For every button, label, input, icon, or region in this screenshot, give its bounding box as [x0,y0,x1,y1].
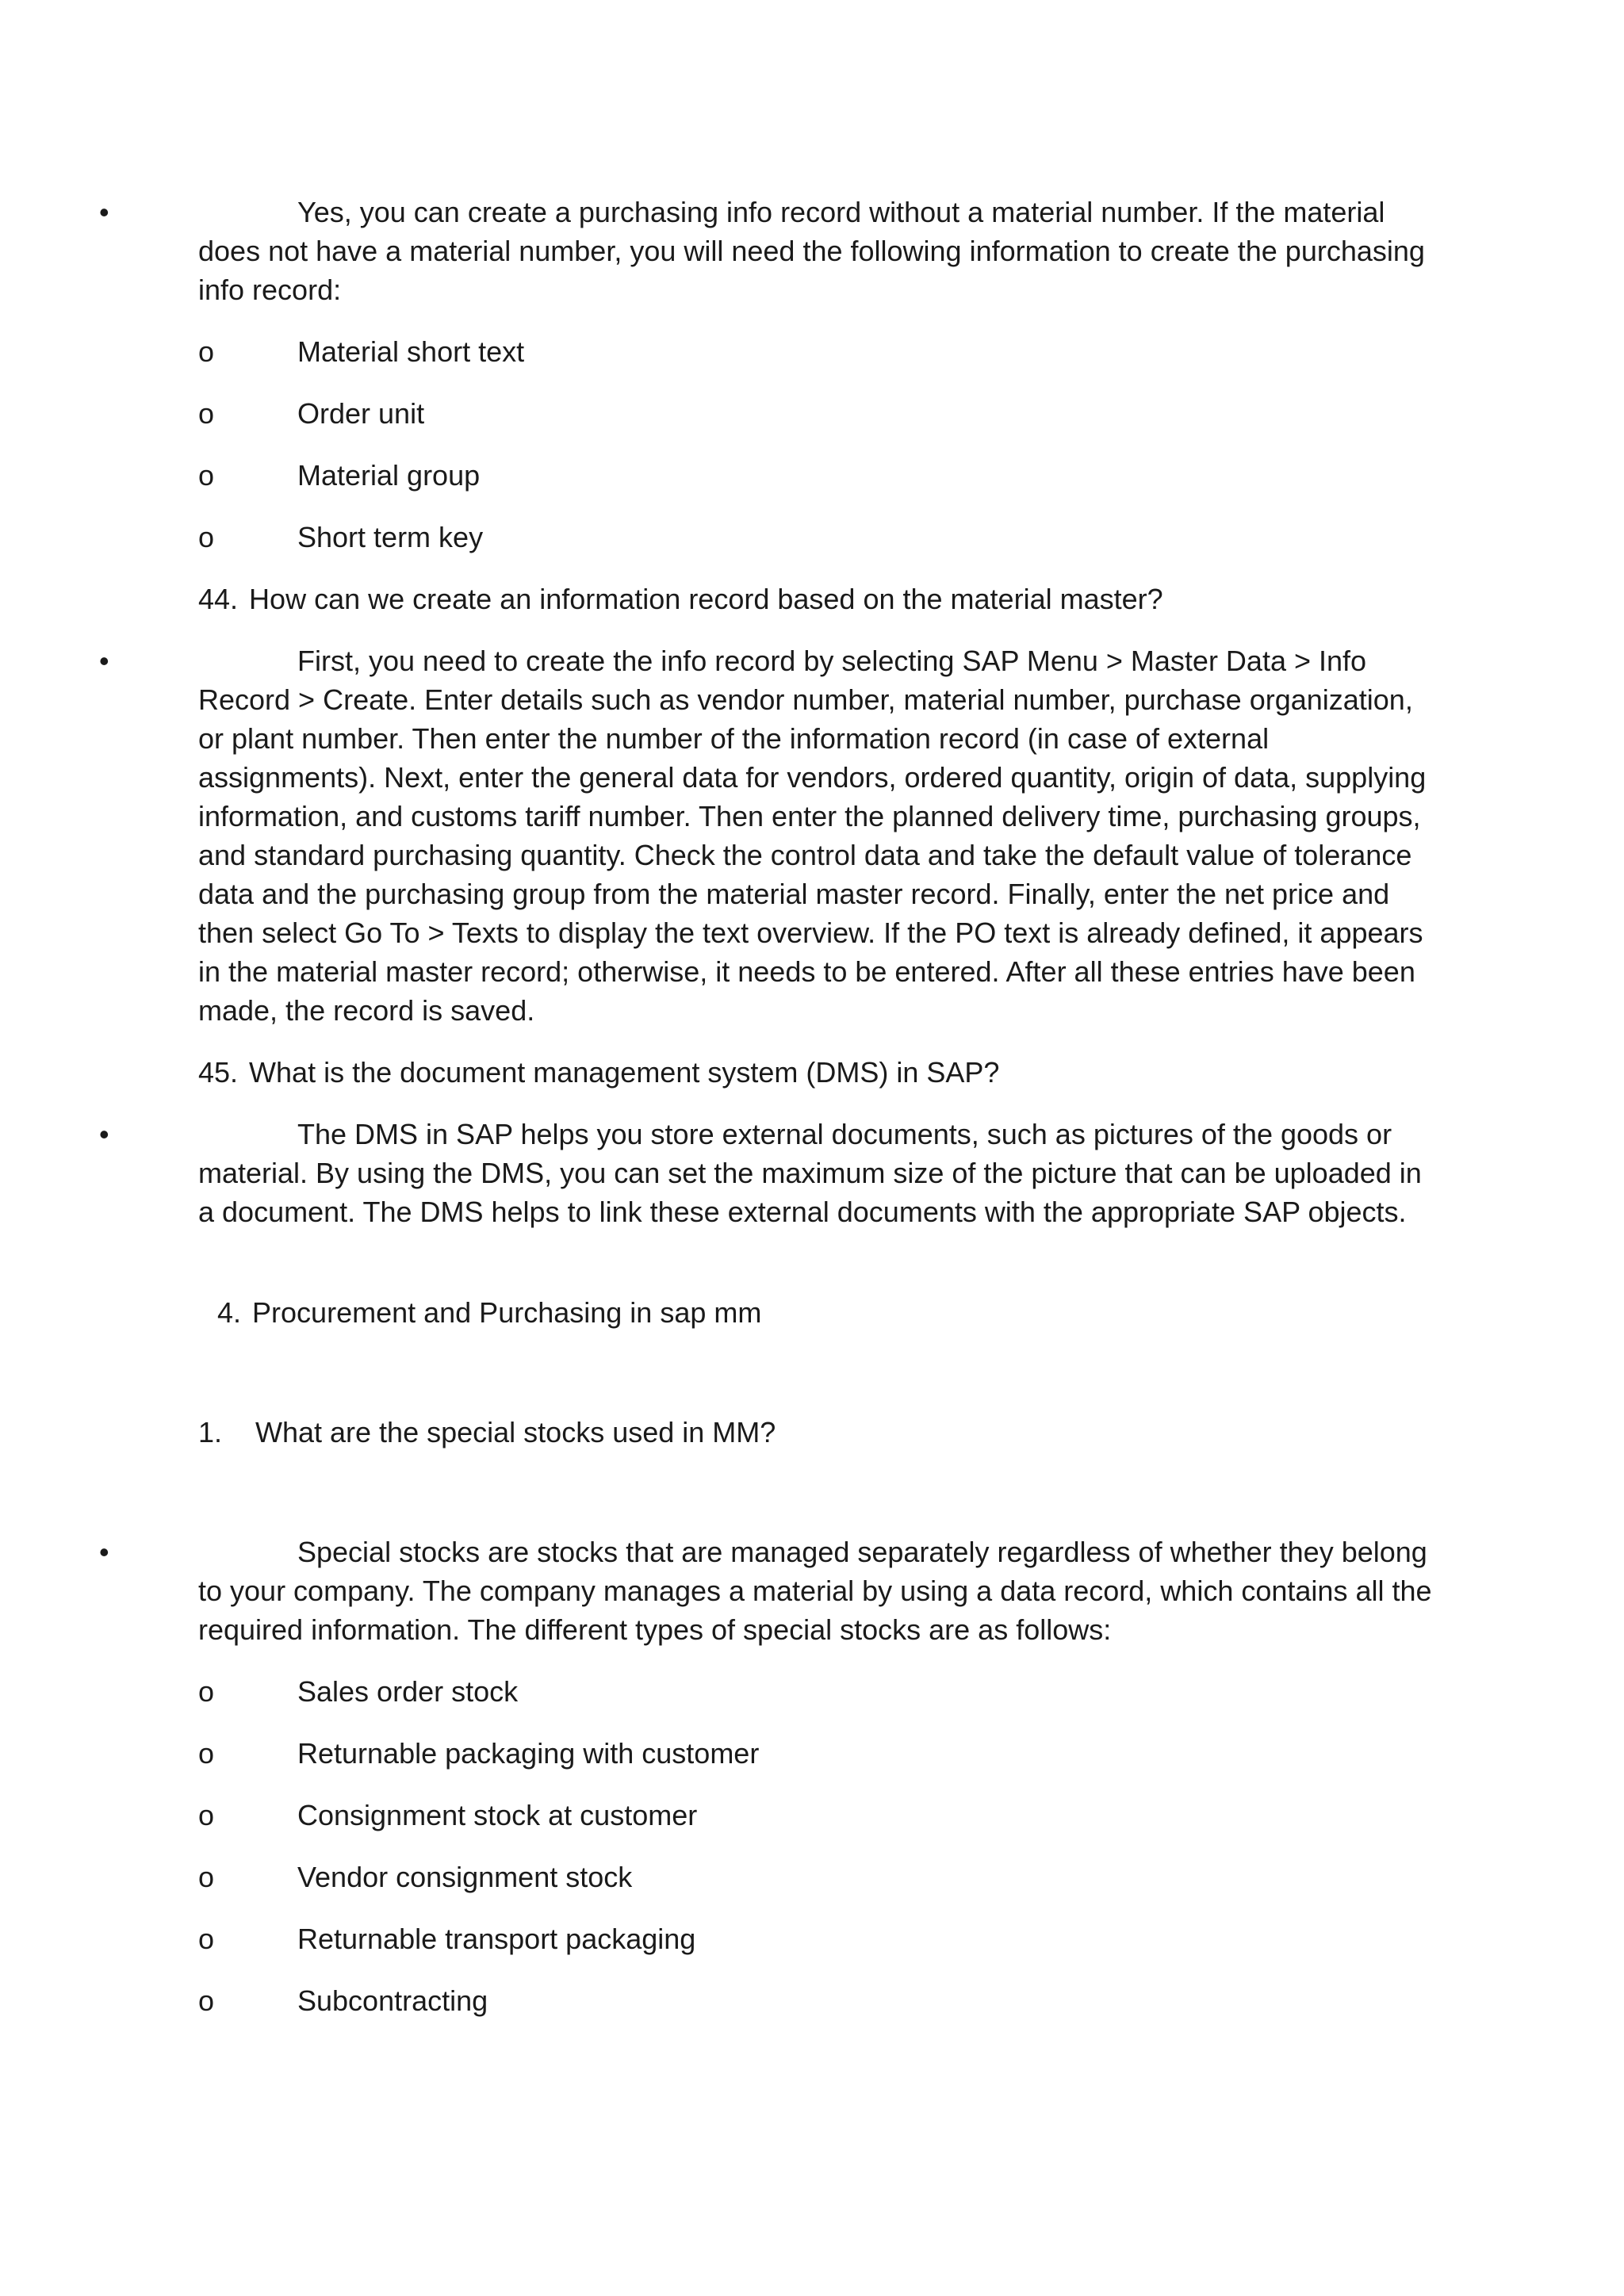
question-text: What is the document management system (DMS) in SAP? [249,1056,1000,1089]
question-44 [198,580,1435,618]
list-item-text: Consignment stock at customer [297,1799,698,1831]
list-item [198,1919,1435,1958]
question-1 [198,1413,1435,1452]
question-text: How can we create an information record based on the material master? [249,583,1163,615]
list-item-text: Returnable transport packaging [297,1923,696,1955]
sub-bullet-icon: o [198,459,215,492]
paragraph-text: Special stocks are stocks that are managed separately regardless of whether they belong to your company. The company manages a material by using a data record, which contains all the required information. The different types of special stocks are as follows: [198,1536,1432,1646]
list-item [198,394,1435,433]
section-heading [217,1293,1435,1332]
sub-bullet-icon: o [198,397,215,430]
bullet-icon: • [99,196,109,228]
list-item-text: Order unit [297,397,425,430]
bullet-icon: • [99,1118,109,1150]
question-text: What are the special stocks used in MM? [255,1416,776,1448]
sub-bullet-icon: o [198,1799,215,1831]
list-item [198,1858,1435,1896]
sub-bullet-icon: o [198,521,215,553]
list-item [198,1981,1435,2020]
question-45 [198,1053,1435,1092]
list-item-text: Material short text [297,335,525,368]
list-item-text: Material group [297,459,481,492]
answer-paragraph-44 [99,641,1435,1030]
sub-bullet-icon: o [198,335,215,368]
answer-paragraph-1 [99,1533,1435,1649]
section-title: Procurement and Purchasing in sap mm [252,1296,762,1329]
document-body [99,193,1435,2043]
list-item-text: Short term key [297,521,484,553]
answer-paragraph-45 [99,1115,1435,1231]
list-item-text: Sales order stock [297,1675,519,1708]
paragraph-text: First, you need to create the info record by selecting SAP Menu > Master Data > Info Record > Create. Enter details such as vendor number, material number, purchase organization, or plant number. Then enter the number of the information record (in case of external assignments). Next, enter the general data for vendors, ordered quantity, origin of data, supplying information, and customs tariff number. Then enter the planned delivery time, purchasing groups, and standard purchasing quantity. Check the control data and take the default value of tolerance data and the purchasing group from the material master record. Finally, enter the net price and then select Go To > Texts to display the text overview. If the PO text is already defined, it appears in the material master record; otherwise, it needs to be entered. After all these entries have been made, the record is saved. [198,645,1427,1027]
question-number: 1. [198,1416,223,1448]
list-item-text: Vendor consignment stock [297,1861,633,1893]
section-number: 4. [217,1296,242,1329]
sub-bullet-icon: o [198,1737,215,1770]
list-item [198,456,1435,495]
sub-bullet-icon: o [198,1861,215,1893]
paragraph-text: Yes, you can create a purchasing info record without a material number. If the material does not have a material number, you will need the following information to create the purchasing info record: [198,196,1425,306]
sub-bullet-icon: o [198,1984,215,2017]
paragraph-text: The DMS in SAP helps you store external documents, such as pictures of the goods or material. By using the DMS, you can set the maximum size of the picture that can be uploaded in a document. The DMS helps to link these external documents with the appropriate SAP objects. [198,1118,1422,1228]
list-item [198,1672,1435,1711]
list-item-text: Returnable packaging with customer [297,1737,760,1770]
sub-bullet-icon: o [198,1675,215,1708]
bullet-icon: • [99,1536,109,1568]
sub-bullet-icon: o [198,1923,215,1955]
list-item [198,518,1435,557]
question-number: 45. [198,1056,239,1089]
list-item [198,332,1435,371]
list-item [198,1796,1435,1835]
answer-paragraph-43 [99,193,1435,309]
question-number: 44. [198,583,239,615]
bullet-icon: • [99,645,109,677]
list-item-text: Subcontracting [297,1984,488,2017]
list-item [198,1734,1435,1773]
